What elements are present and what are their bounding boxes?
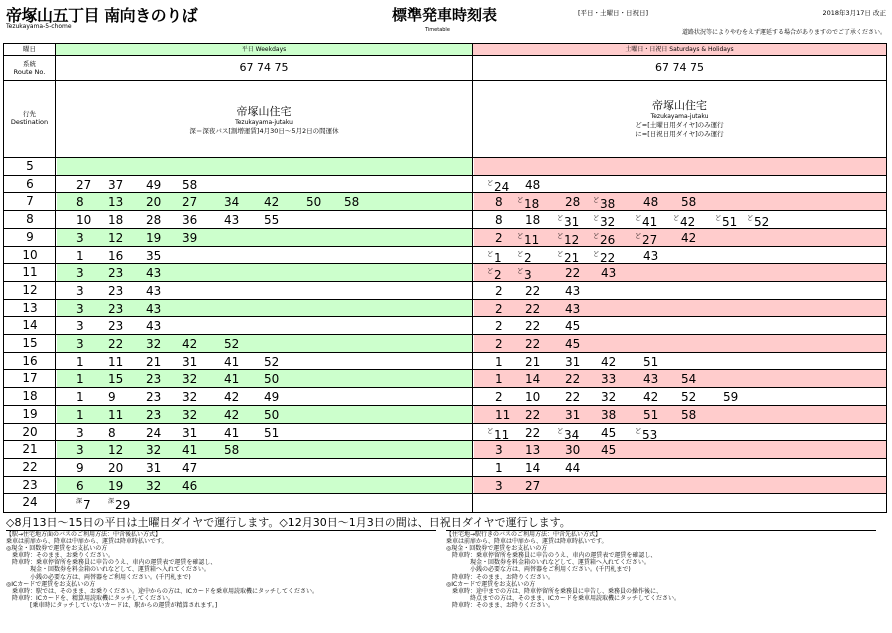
holiday-departure-minute: $^ど$1 xyxy=(487,250,502,265)
weekday-destination xyxy=(56,81,473,157)
hour-label: 6 xyxy=(26,176,34,191)
holiday-departure-minute: $^ど$31 xyxy=(557,215,580,230)
holiday-departure-minute: $^ど$21 xyxy=(557,250,580,265)
saturday-only-marker: ど xyxy=(487,427,494,435)
weekday-departure-minute: 3 xyxy=(76,230,84,245)
weekday-departure-minute: 50 xyxy=(264,407,280,422)
weekday-departure-minute: 10 xyxy=(76,213,92,228)
fare-note-line: 小銭の必要な方は、両替器をご利用ください。(千円札まで) xyxy=(6,573,191,581)
weekday-departure-minute: 24 xyxy=(146,425,162,440)
timetable-title: 標準発車時刻表 xyxy=(392,6,498,24)
weekday-departure-minute: $^深$29 xyxy=(108,498,131,513)
weekday-departure-minute: 23 xyxy=(108,301,124,316)
holiday-departure-minute: 11 xyxy=(495,407,511,422)
holiday-departure-minute: 43 xyxy=(565,301,581,316)
route-header xyxy=(4,56,56,80)
holiday-departure-minute: 14 xyxy=(525,372,541,387)
destination-header-label: 行先 xyxy=(23,110,36,118)
holiday-row-shade xyxy=(474,264,886,282)
holiday-departure-minute: 59 xyxy=(723,390,739,405)
holiday-departure-minute: $^ど$42 xyxy=(673,215,696,230)
route-header-label-en: Route No. xyxy=(13,68,46,76)
weekday-departure-minute: 34 xyxy=(224,195,240,210)
weekday-departure-minute: 41 xyxy=(224,354,240,369)
weekday-departure-minute: 11 xyxy=(108,407,124,422)
hour-label: 18 xyxy=(22,389,38,404)
saturday-only-marker: ど xyxy=(487,250,494,258)
holiday-departure-minute: 22 xyxy=(565,266,581,281)
holiday-departure-minute: 43 xyxy=(643,248,659,263)
saturday-only-marker: ど xyxy=(747,215,754,223)
weekday-departure-minute: 42 xyxy=(182,337,198,351)
holiday-departure-minute: 14 xyxy=(525,460,541,475)
holiday-departure-minute: 2 xyxy=(495,390,503,405)
holiday-departure-minute: $^ど$51 xyxy=(715,215,738,230)
holiday-departure-minute: 42 xyxy=(681,230,697,245)
holiday-departure-minute: 22 xyxy=(525,319,541,334)
holiday-departure-minute: 3 xyxy=(495,443,503,458)
weekday-departure-minute: 20 xyxy=(146,195,162,210)
hour-label: 20 xyxy=(22,424,38,439)
weekday-departure-minute: 51 xyxy=(264,425,280,440)
saturday-only-marker: ど xyxy=(517,232,524,240)
saturday-only-marker: ど xyxy=(673,215,680,223)
left-fare-notes xyxy=(6,530,436,609)
holiday-departure-minute: 2 xyxy=(495,230,503,245)
fare-note-line: 現金・回数券を料金箱のいれなどして、運賃箱へ入れてください。 xyxy=(446,559,650,567)
holiday-departure-minute: 1 xyxy=(495,354,503,369)
holiday-departure-minute: $^ど$12 xyxy=(557,232,580,247)
fare-note-line: 降車時：乗車停留所を乗務員に申告のうえ、車内の運賃表で運賃を確認し、 xyxy=(446,552,657,560)
weekday-destination-name: 帝塚山住宅 xyxy=(236,105,292,118)
weekday-departure-minute: 1 xyxy=(76,407,84,422)
holiday-departure-minute: 45 xyxy=(565,319,581,334)
holiday-departure-minute: 54 xyxy=(681,372,697,387)
saturday-only-marker: ど xyxy=(487,268,494,276)
saturday-only-marker: ど xyxy=(715,215,722,223)
holiday-departure-minute: 2 xyxy=(495,301,503,316)
holiday-destination xyxy=(473,81,886,157)
weekday-departure-minute: 43 xyxy=(146,301,162,316)
weekday-departure-minute: 43 xyxy=(224,213,240,228)
hour-label: 17 xyxy=(22,371,38,386)
fare-note-line: ◎ICカードで運賃をお支払いの方 xyxy=(6,580,96,588)
holiday-departure-minute: $^ど$27 xyxy=(635,232,658,247)
holiday-departure-minute: 31 xyxy=(565,354,581,369)
destination-header-label-en: Destination xyxy=(10,118,49,126)
holiday-departure-minute: 44 xyxy=(565,460,581,475)
weekday-departure-minute: 6 xyxy=(76,478,84,493)
hour-label: 10 xyxy=(22,247,38,262)
holiday-departure-minute: 45 xyxy=(601,443,617,458)
saturday-only-marker: ど xyxy=(593,250,600,258)
revision-date: 2018年3月17日 改正 xyxy=(822,9,886,17)
weekday-departure-minute: 36 xyxy=(182,213,198,228)
holiday-departure-minute: 51 xyxy=(643,407,659,422)
weekday-departure-minute: 43 xyxy=(146,319,162,334)
saturday-only-marker: ど xyxy=(593,197,600,205)
holiday-departure-minute: 42 xyxy=(601,354,617,369)
fare-note-line: ◎現金・回数券で運賃をお支払いの方 xyxy=(6,545,108,553)
fare-note-line: 乗車時：駅では、そのまま、お乗りください。途中からの方は、ICカードを乗車用読取機にタッチしてください。 xyxy=(6,587,318,595)
fare-note-line: ◎ICカードで運賃をお支払いの方 xyxy=(446,580,536,588)
hour-label: 24 xyxy=(22,495,38,510)
saturday-only-marker: ど xyxy=(557,427,564,435)
weekday-departure-minute: 19 xyxy=(146,230,162,245)
weekday-departure-minute: 23 xyxy=(146,390,162,405)
weekday-departure-minute: 47 xyxy=(182,460,198,475)
hour-label: 9 xyxy=(26,229,34,244)
saturday-only-marker: ど xyxy=(487,179,494,187)
weekday-departure-minute: 23 xyxy=(146,372,162,387)
fare-note-line: 乗車は前扉から、降車は中扉から、運賃は降車時払いです。 xyxy=(446,538,608,546)
weekday-departure-minute: 23 xyxy=(108,319,124,334)
hour-label: 12 xyxy=(22,282,38,297)
weekday-departure-minute: 12 xyxy=(108,230,124,245)
stop-name-en: Tezukayama-5-chome xyxy=(6,23,72,30)
weekday-departure-minute: 9 xyxy=(108,390,116,405)
holiday-destination-name-en: Tezukayama-jutaku xyxy=(650,113,709,120)
weekday-departure-minute: 23 xyxy=(146,407,162,422)
weekday-departure-minute: 22 xyxy=(108,337,124,351)
holiday-departure-minute: 8 xyxy=(495,213,503,228)
weekday-departure-minute: 32 xyxy=(182,390,198,405)
holiday-departure-minute: 22 xyxy=(565,372,581,387)
holiday-departure-minute: 27 xyxy=(525,478,541,493)
saturday-only-marker: ど xyxy=(557,250,564,258)
fare-note-line: 【住宅地→駅行きのバスのご利用方法：中含先払い方式】 xyxy=(446,531,602,538)
weekday-departure-minute: 43 xyxy=(146,283,162,298)
holiday-departure-minute: 43 xyxy=(643,372,659,387)
weekday-departure-minute: 15 xyxy=(108,372,124,387)
fare-note-line: 終点までの方は、そのまま、ICカードを乗車用読取機にタッチしてください。 xyxy=(446,594,680,602)
weekday-departure-minute: 1 xyxy=(76,390,84,405)
weekday-departure-minute: 42 xyxy=(224,407,240,422)
destination-header xyxy=(4,81,56,157)
weekday-label: 平日 Weekdays xyxy=(56,44,473,55)
fare-note-line: ◎現金・回数券で運賃をお支払いの方 xyxy=(446,545,548,553)
fare-note-line: 小銭の必要な方は、両替器をご利用ください。(千円札まで) xyxy=(446,566,631,574)
weekday-destination-name-en: Tezukayama-jutaku xyxy=(235,119,293,126)
holiday-departure-minute: 30 xyxy=(565,443,581,458)
fare-note-line: 乗車時：途中までの方は、降車停留所を乗務員に申告し、乗務員の操作後に、 xyxy=(446,587,663,595)
weekday-departure-minute: 32 xyxy=(182,372,198,387)
stop-name: 帝塚山五丁目 南向きのりば xyxy=(6,6,198,25)
holiday-routes: 67 74 75 xyxy=(655,61,704,74)
timetable-grid xyxy=(3,43,887,513)
weekday-departure-minute: 21 xyxy=(146,354,162,369)
holiday-departure-minute: $^ど$11 xyxy=(487,427,510,442)
holiday-departure-minute: 2 xyxy=(495,283,503,298)
weekday-departure-minute: 12 xyxy=(108,443,124,458)
weekday-departure-minute: 28 xyxy=(146,213,162,228)
weekday-departure-minute: 3 xyxy=(76,443,84,458)
holiday-departure-minute: 10 xyxy=(525,390,541,405)
weekday-departure-minute: 18 xyxy=(108,213,124,228)
weekday-departure-minute: 41 xyxy=(224,372,240,387)
fare-note-line: 乗車時：そのまま、お乗りください。 xyxy=(6,552,115,560)
weekday-departure-minute: 9 xyxy=(76,460,84,475)
holiday-departure-minute: 43 xyxy=(565,283,581,298)
saturday-only-marker: ど xyxy=(557,232,564,240)
weekday-departure-minute: 37 xyxy=(108,177,124,192)
weekday-departure-minute: 3 xyxy=(76,283,84,298)
holiday-departure-minute: $^ど$32 xyxy=(593,215,616,230)
hour-label: 23 xyxy=(22,477,38,492)
weekday-departure-minute: 27 xyxy=(182,195,198,210)
weekday-departure-minute: 43 xyxy=(146,266,162,281)
late-night-marker: 深 xyxy=(76,498,83,506)
hour-label: 7 xyxy=(26,194,34,209)
holiday-departure-minute: 13 xyxy=(525,443,541,458)
footer-notice: ◇8月13日～15日の平日は土曜日ダイヤで運行します。◇12月30日～1月3日の間は、日祝日ダイヤで運行します。 xyxy=(6,516,571,529)
holiday-destination-note-1: ど=[土曜日用ダイヤ]のみ運行 xyxy=(635,121,724,129)
weekday-departure-minute: 3 xyxy=(76,266,84,281)
saturday-only-marker: ど xyxy=(635,427,642,435)
weekday-departure-minute: 1 xyxy=(76,354,84,369)
fare-note-line: 降車時：ICカードを、精算用読取機にタッチしてください。 xyxy=(6,594,174,602)
saturday-only-marker: ど xyxy=(557,215,564,223)
holiday-departure-minute: 22 xyxy=(565,390,581,405)
holiday-departure-minute: $^ど$41 xyxy=(635,215,658,230)
weekday-departure-minute: 50 xyxy=(264,372,280,387)
holiday-departure-minute: $^ど$24 xyxy=(487,179,510,194)
saturday-only-marker: ど xyxy=(593,215,600,223)
hour-label: 22 xyxy=(22,459,38,474)
holiday-departure-minute: $^ど$2 xyxy=(487,268,502,283)
holiday-departure-minute: $^ど$26 xyxy=(593,232,616,247)
weekday-departure-minute: 50 xyxy=(306,195,322,210)
saturday-only-marker: ど xyxy=(635,215,642,223)
weekday-departure-minute: 58 xyxy=(344,195,360,210)
weekday-departure-minute: 42 xyxy=(264,195,280,210)
holiday-departure-minute: 32 xyxy=(601,390,617,405)
hour-label: 8 xyxy=(26,212,34,227)
holiday-departure-minute: 2 xyxy=(495,319,503,334)
weekday-departure-minute: 58 xyxy=(182,177,198,192)
fare-note-line: 現金・回数券を料金箱のいれなどして、運賃箱へ入れてください。 xyxy=(6,566,210,574)
weekday-departure-minute: 3 xyxy=(76,301,84,316)
holiday-departure-minute: $^ど$11 xyxy=(517,232,540,247)
weekday-row-shade xyxy=(57,158,472,176)
weekday-departure-minute: 35 xyxy=(146,248,162,263)
holiday-destination-note-2: に=[日祝日用ダイヤ]のみ運行 xyxy=(635,130,724,138)
weekday-departure-minute: 23 xyxy=(108,266,124,281)
holiday-departure-minute: $^ど$22 xyxy=(593,250,616,265)
holiday-departure-minute: 31 xyxy=(565,407,581,422)
weekday-departure-minute: 31 xyxy=(146,460,162,475)
weekday-departure-minute: 20 xyxy=(108,460,124,475)
weekday-departure-minute: 3 xyxy=(76,337,84,351)
weekday-departure-minute: 32 xyxy=(182,407,198,422)
holiday-departure-minute: 58 xyxy=(681,407,697,422)
holiday-departure-minute: 1 xyxy=(495,372,503,387)
holiday-departure-minute: $^ど$34 xyxy=(557,427,580,442)
weekday-departure-minute: 46 xyxy=(182,478,198,493)
hour-label: 15 xyxy=(22,336,38,350)
holiday-departure-minute: 52 xyxy=(681,390,697,405)
holiday-departure-minute: 48 xyxy=(643,195,659,210)
weekday-departure-minute: 1 xyxy=(76,248,84,263)
route-header-label: 系統 xyxy=(23,60,36,68)
weekday-destination-note: 深＝深夜バス[割増運賃]4月30日～5月2日の間運休 xyxy=(189,127,339,135)
holiday-departure-minute: 22 xyxy=(525,283,541,298)
holiday-departure-minute: 3 xyxy=(495,478,503,493)
holiday-departure-minute: 45 xyxy=(565,337,581,351)
saturday-only-marker: ど xyxy=(517,197,524,205)
weekday-departure-minute: 32 xyxy=(146,478,162,493)
right-fare-notes xyxy=(446,530,876,609)
fare-note-line: 【駅→住宅地方面のバスのご利用方法：中含後払い方式】 xyxy=(6,531,162,538)
holiday-departure-minute: 43 xyxy=(601,266,617,281)
hour-label: 21 xyxy=(22,442,38,457)
holiday-departure-minute: $^ど$52 xyxy=(747,215,770,230)
fare-note-line: [乗車時にタッチしていないカードは、駅からの運賃が精算されます。] xyxy=(6,601,218,609)
holiday-departure-minute: 21 xyxy=(525,354,541,369)
weekday-departure-minute: 19 xyxy=(108,478,124,493)
holiday-departure-minute: 2 xyxy=(495,337,503,351)
weekday-departure-minute: 58 xyxy=(224,443,240,458)
weekday-departure-minute: $^深$7 xyxy=(76,498,91,513)
weekday-departure-minute: 13 xyxy=(108,195,124,210)
holiday-destination-name: 帝塚山住宅 xyxy=(652,99,707,112)
hour-label: 19 xyxy=(22,406,38,421)
holiday-departure-minute: 58 xyxy=(681,195,697,210)
hour-header: 曜日 xyxy=(4,44,56,55)
holiday-label: 土曜日・日祝日 Saturdays & Holidays xyxy=(473,44,886,55)
holiday-row-shade xyxy=(474,158,886,176)
weekday-departure-minute: 49 xyxy=(146,177,162,192)
weekday-departure-minute: 3 xyxy=(76,425,84,440)
weekday-departure-minute: 41 xyxy=(224,425,240,440)
holiday-departure-minute: 1 xyxy=(495,460,503,475)
saturday-only-marker: ど xyxy=(635,232,642,240)
weekday-departure-minute: 31 xyxy=(182,354,198,369)
holiday-departure-minute: 8 xyxy=(495,195,503,210)
weekday-departure-minute: 42 xyxy=(224,390,240,405)
weekday-departure-minute: 8 xyxy=(76,195,84,210)
weekday-departure-minute: 49 xyxy=(264,390,280,405)
weekday-departure-minute: 41 xyxy=(182,443,198,458)
fare-note-line: 降車時：そのまま、お降りください。 xyxy=(446,573,555,581)
weekday-departure-minute: 52 xyxy=(264,354,280,369)
holiday-departure-minute: 22 xyxy=(525,425,541,440)
holiday-departure-minute: $^ど$38 xyxy=(593,197,616,212)
delay-notice: 道路状況等によりやむをえず運延する場合がありますのでご了承ください。 xyxy=(681,29,886,36)
weekday-departure-minute: 16 xyxy=(108,248,124,263)
weekday-departure-minute: 8 xyxy=(108,425,116,440)
holiday-departure-minute: 38 xyxy=(601,407,617,422)
holiday-departure-minute: $^ど$3 xyxy=(517,268,532,283)
saturday-only-marker: ど xyxy=(517,268,524,276)
hour-label: 11 xyxy=(22,265,38,280)
fare-note-line: 乗車は前扉から、降車は中扉から、運賃は降車時払いです。 xyxy=(6,538,168,546)
timetable-title-en: Timetable xyxy=(425,27,450,33)
weekday-departure-minute: 32 xyxy=(146,443,162,458)
holiday-departure-minute: 42 xyxy=(643,390,659,405)
holiday-departure-minute: 18 xyxy=(525,213,541,228)
timetable-header xyxy=(0,0,892,42)
fare-note-line: 降車時：乗車停留所を乗務員に申告のうえ、車内の運賃表で運賃を確認し、 xyxy=(6,559,217,567)
weekday-departure-minute: 23 xyxy=(108,283,124,298)
holiday-departure-minute: 45 xyxy=(601,425,617,440)
weekday-routes: 67 74 75 xyxy=(56,56,473,80)
holiday-departure-minute: 28 xyxy=(565,195,581,210)
late-night-marker: 深 xyxy=(108,498,115,506)
holiday-departure-minute: $^ど$53 xyxy=(635,427,658,442)
hour-label: 13 xyxy=(22,300,38,315)
days-label: [平日・土曜日・日祝日] xyxy=(578,9,649,17)
holiday-departure-minute: $^ど$18 xyxy=(517,197,540,212)
weekday-departure-minute: 1 xyxy=(76,372,84,387)
holiday-departure-minute: 22 xyxy=(525,407,541,422)
holiday-departure-minute: $^ど$2 xyxy=(517,250,532,265)
holiday-departure-minute: 48 xyxy=(525,177,541,192)
weekday-departure-minute: 32 xyxy=(146,337,162,351)
weekday-departure-minute: 39 xyxy=(182,230,198,245)
hour-label: 16 xyxy=(22,353,38,368)
fare-note-line: 降車時：そのまま、お降りください。 xyxy=(446,601,555,609)
saturday-only-marker: ど xyxy=(593,232,600,240)
weekday-departure-minute: 55 xyxy=(264,213,280,228)
weekday-departure-minute: 52 xyxy=(224,337,240,351)
weekday-departure-minute: 11 xyxy=(108,354,124,369)
weekday-departure-minute: 27 xyxy=(76,177,92,192)
holiday-departure-minute: 51 xyxy=(643,354,659,369)
hour-label: 14 xyxy=(22,318,38,333)
weekday-departure-minute: 3 xyxy=(76,319,84,334)
saturday-only-marker: ど xyxy=(517,250,524,258)
holiday-departure-minute: 22 xyxy=(525,337,541,351)
weekday-departure-minute: 31 xyxy=(182,425,198,440)
hour-label: 5 xyxy=(26,159,34,173)
holiday-departure-minute: 22 xyxy=(525,301,541,316)
holiday-departure-minute: 33 xyxy=(601,372,617,387)
